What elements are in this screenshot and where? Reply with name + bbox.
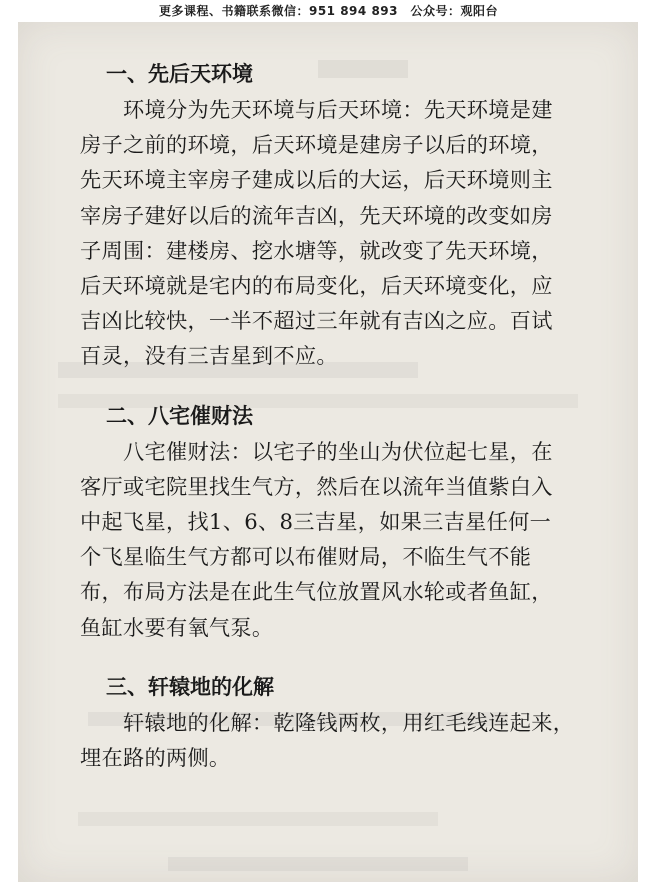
- text-line: 埋在路的两侧。: [80, 745, 231, 771]
- text-line: 八宅催财法：以宅子的坐山为伏位起七星，在: [123, 438, 553, 464]
- text-line: 吉凶比较快，一半不超过三年就有吉凶之应。百试: [80, 308, 553, 334]
- section-heading: 三、轩辕地的化解: [106, 674, 274, 699]
- article-body: [80, 58, 625, 775]
- text-line: 客厅或宅院里找生气方，然后在以流年当值紫白入: [80, 473, 553, 499]
- section-heading: 一、先后天环境: [106, 62, 253, 86]
- text-line: 先天环境主宰房子建成以后的大运，后天环境则主: [80, 167, 553, 193]
- show-through-shadow: [78, 812, 438, 826]
- section-innate-acquired-environment: [80, 58, 625, 374]
- text-line: 轩辕地的化解：乾隆钱两枚，用红毛线连起来，: [123, 709, 575, 735]
- section-heading: 二、八宅催财法: [106, 403, 253, 428]
- section-paragraph: [80, 92, 625, 374]
- text-line: 百灵，没有三吉星到不应。: [80, 343, 338, 369]
- section-paragraph: [80, 705, 625, 775]
- scanned-page: [18, 22, 638, 882]
- section-paragraph: [80, 434, 625, 645]
- text-line: 子周围：建楼房、挖水塘等，就改变了先天环境，: [80, 237, 553, 263]
- contact-header: 更多课程、书籍联系微信：951 894 893 公众号：观阳台: [0, 0, 657, 22]
- text-line: 房子之前的环境，后天环境是建房子以后的环境，: [80, 132, 553, 158]
- text-line: 宰房子建好以后的流年吉凶，先天环境的改变如房: [80, 202, 553, 228]
- text-line: 个飞星临生气方都可以布催财局，不临生气不能: [80, 544, 532, 570]
- section-xuanyuan-land-remedy: [80, 671, 625, 775]
- text-line: 后天环境就是宅内的布局变化，后天环境变化，应: [80, 273, 553, 299]
- text-line: 鱼缸水要有氧气泵。: [80, 614, 274, 640]
- section-bazhai-wealth-method: [80, 400, 625, 645]
- text-line: 环境分为先天环境与后天环境：先天环境是建: [123, 97, 553, 122]
- show-through-shadow: [168, 857, 468, 871]
- text-line: 中起飞星，找1、6、8三吉星，如果三吉星任何一: [80, 509, 552, 535]
- text-line: 布，布局方法是在此生气位放置风水轮或者鱼缸，: [80, 579, 553, 605]
